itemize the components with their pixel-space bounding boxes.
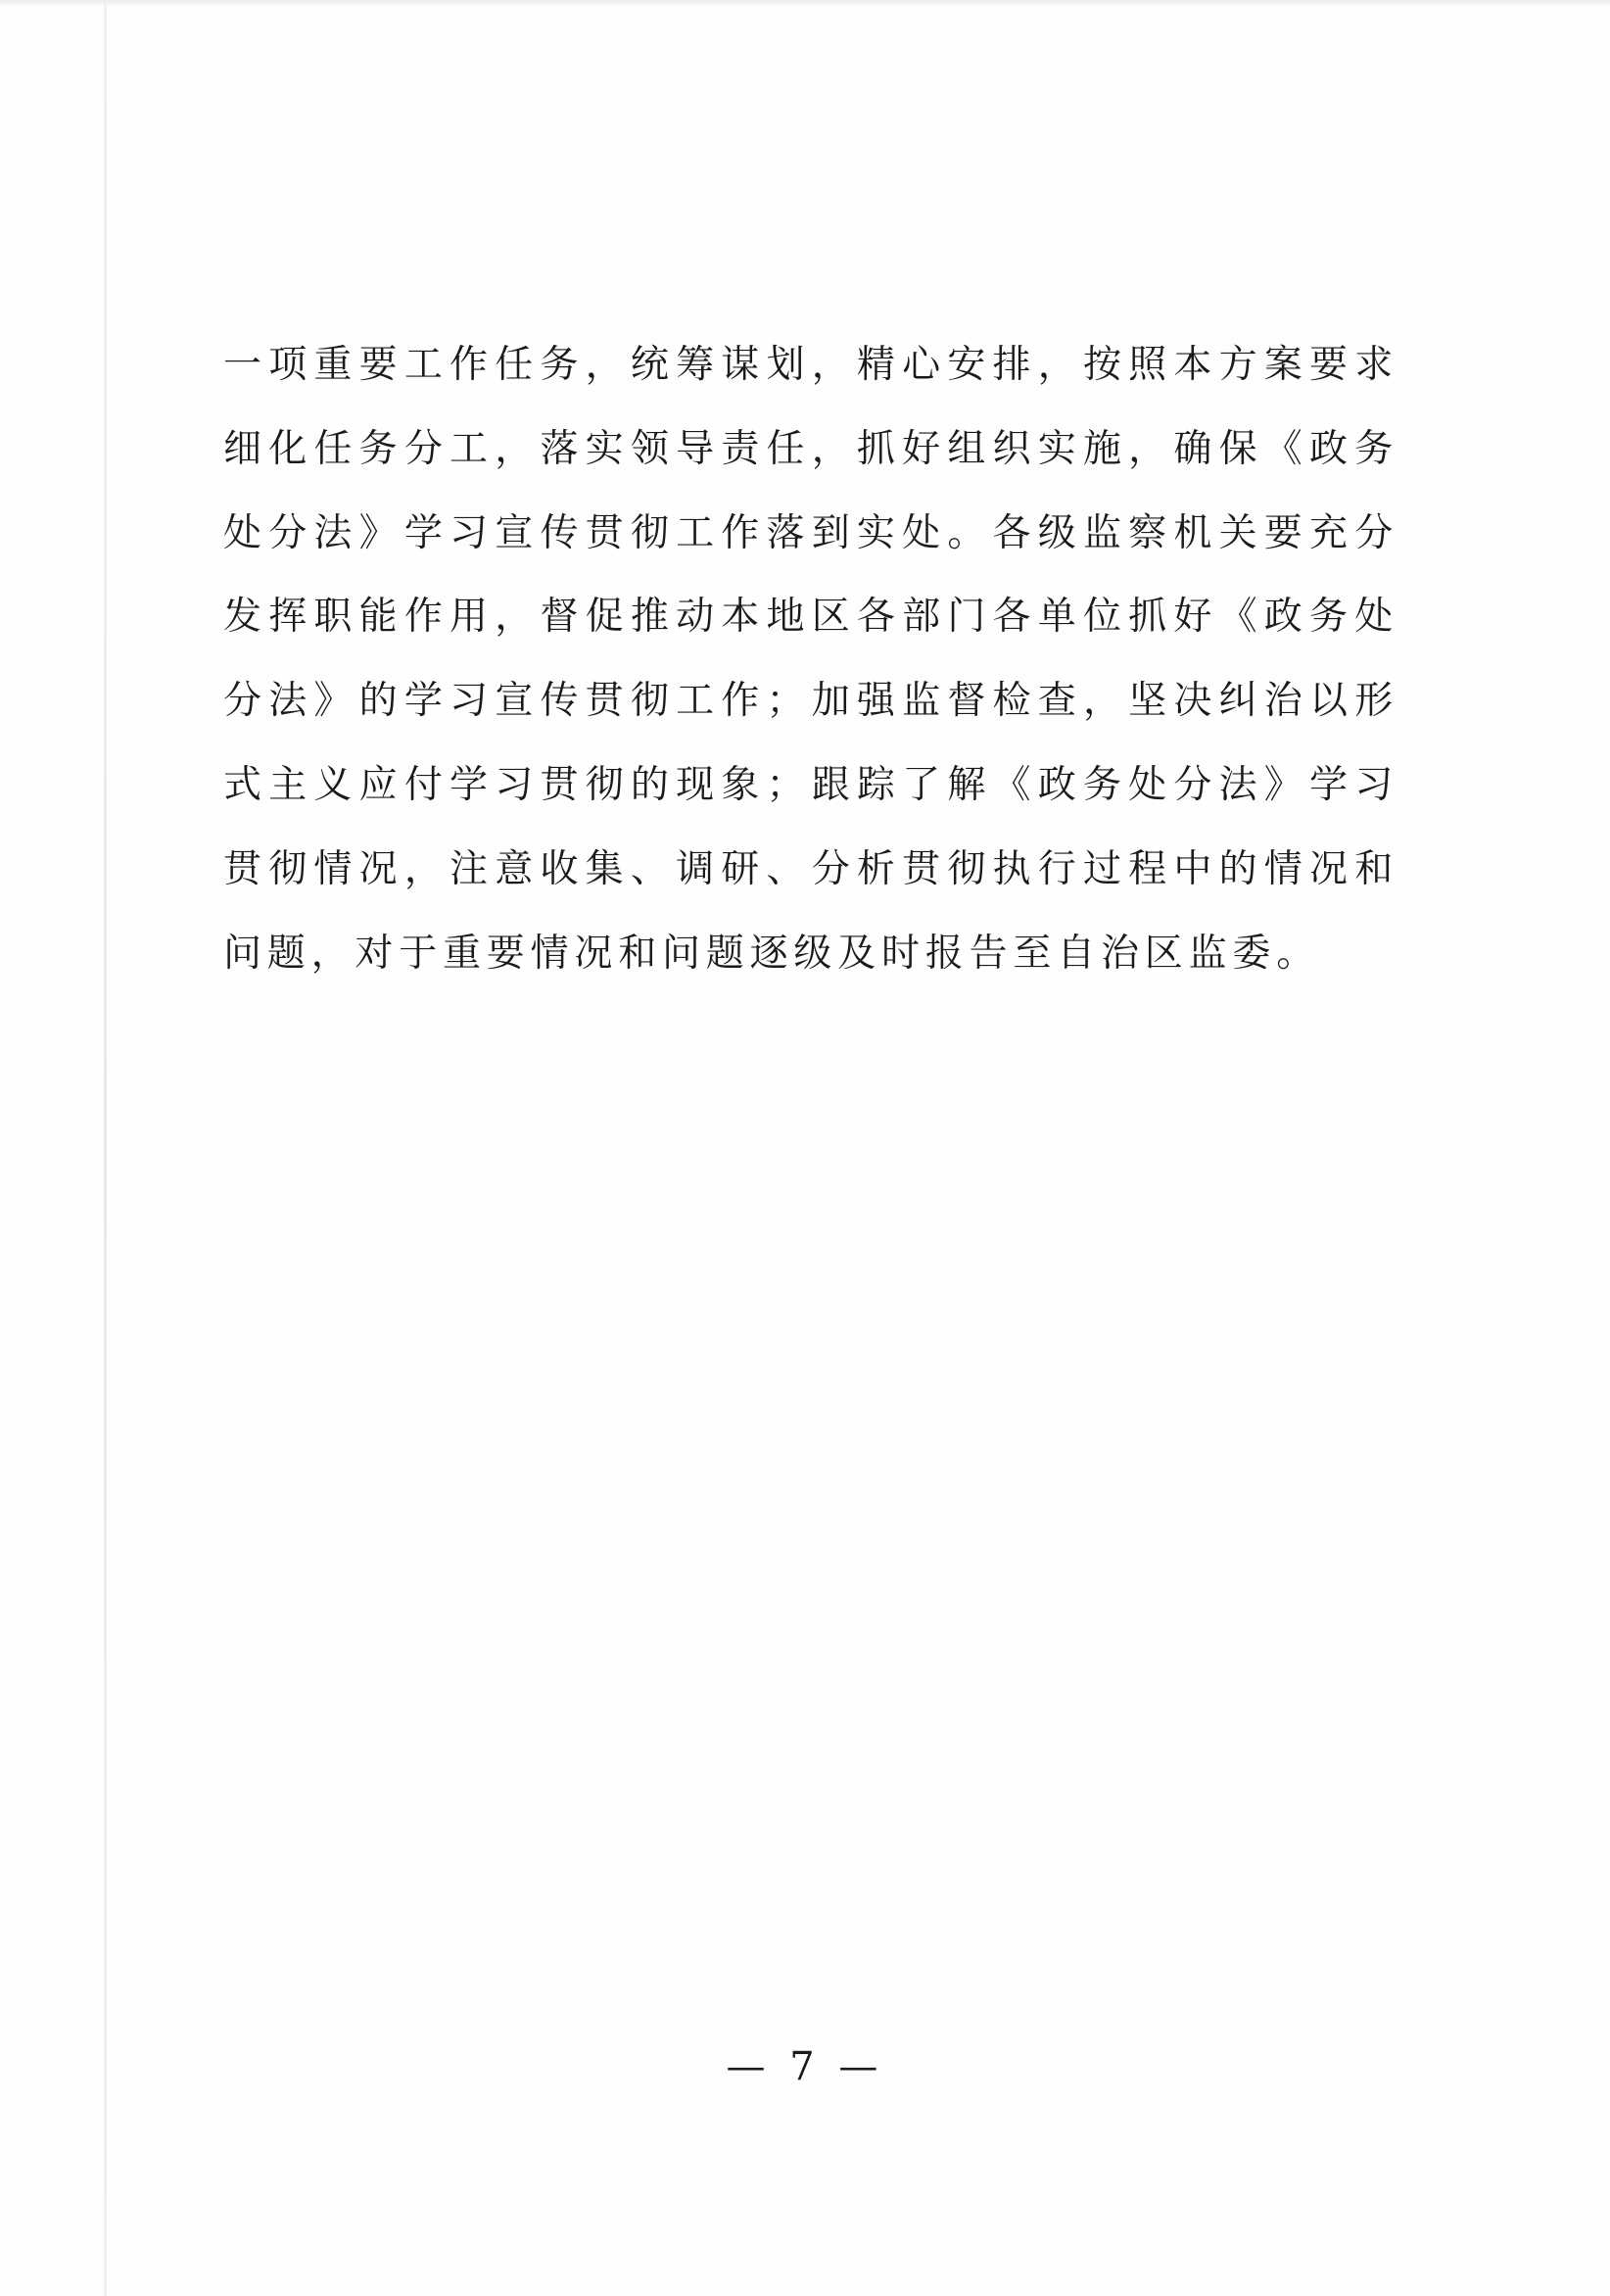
scan-edge-left — [104, 0, 107, 2296]
page-number: — 7 — — [726, 2044, 884, 2089]
body-paragraph: 一项重要工作任务，统筹谋划，精心安排，按照本方案要求细化任务分工，落实领导责任，抓好组织实施，确保《政务处分法》学习宣传贯彻工作落到实处。各级监察机关要充分发挥职能作用，督促推动本地区各部门各单位抓好《政务处分法》的学习宣传贯彻工作；加强监督检查，坚决纠治以形式主义应付学习贯彻的现象；跟踪了解《政务处分法》学习贯彻情况，注意收集、调研、分析贯彻执行过程中的情况和问题，对于重要情况和问题逐级及时报告至自治区监委。 — [223, 343, 1398, 976]
scan-edge-top — [0, 0, 1610, 6]
